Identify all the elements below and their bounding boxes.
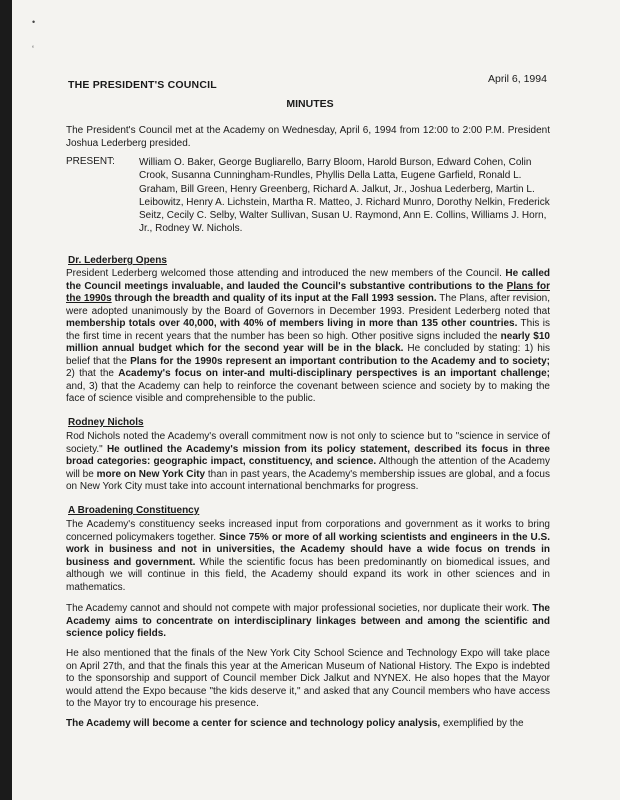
heading-lederberg: Dr. Lederberg Opens	[68, 255, 167, 266]
binder-mark: ‘	[32, 44, 34, 54]
present-label: PRESENT:	[66, 156, 115, 167]
document-page	[12, 0, 620, 800]
document-title: MINUTES	[286, 98, 334, 110]
present-names: William O. Baker, George Bugliarello, Barry Bloom, Harold Burson, Edward Cohen, Colin Crook, Susanna Cunningham-Rundles, Phyllis Della Latta, Eugene Garfield, Ronald L. Graham, Bill Green, Henry Greenberg, Richard A. Jalkut, Jr., Joshua Lederberg, Martin L. Leibowitz, Henry A. Lichstein, Martha R. Matteo, J. Richard Munro, Dorothy Nelkin, Frederick Seitz, Cecily C. Selby, Walter Sullivan, Susan U. Raymond, Ann E. Collins, Williams J. Horn, Jr., Rodney W. Nichols.	[139, 157, 550, 235]
paragraph-constituency-2: The Academy cannot and should not compete with major professional societies, nor duplicate their work. The Academy aims to concentrate on interdisciplinary linkages between and among the scientific and science policy fields.	[66, 603, 550, 639]
paragraph-constituency-1: The Academy's constituency seeks increased input from corporations and government as it works to bring concerned policymakers together. Since 75% or more of all working scientists and engineers in the U.S. work in business and not in universities, the Academy should have a wide focus on trends in business and government. While the scientific focus has been predominantly on biomedical issues, and although we will continue in this field, the Academy should expand its work in other sciences and in mathematics.	[66, 519, 550, 593]
paragraph-constituency-3: He also mentioned that the finals of the New York City School Science and Technology Expo will take place on April 27th, and that the finals this year at the American Museum of National History. The Expo is indebted to the sponsorship and support of Council member Dick Jalkut and NYNEX. He also hopes that the Mayor would attend the Expo because "the kids deserve it," and asked that any Council members who have access to the Mayor try to encourage his presence.	[66, 648, 550, 709]
binder-mark: •	[32, 17, 36, 27]
paragraph-lederberg: President Lederberg welcomed those attending and introduced the new members of the Council. He called the Council meetings invaluable, and lauded the Council's substantive contributions to the Plans for the 1990s through the breadth and quality of its input at the Fall 1993 session. The Plans, after revision, were adopted unanimously by the Board of Governors in December 1993. President Lederberg noted that membership totals over 40,000, with 40% of members living in more than 135 other countries. This is the first time in recent years that the number has been so high. Other positive signs included the nearly $10 million annual budget which for the second year will be in the black. He concluded by stating: 1) his belief that the Plans for the 1990s represent an important contribution to the Academy and to society; 2) that the Academy's focus on inter-and multi-disciplinary perspectives is an important challenge; and, 3) that the Academy can help to reinforce the covenant between science and society by to making the face of science visible and comprehensible to the public.	[66, 268, 551, 404]
paragraph-constituency-4: The Academy will become a center for science and technology policy analysis, exemplified by the	[66, 718, 524, 729]
intro-paragraph: The President's Council met at the Academy on Wednesday, April 6, 1994 from 12:00 to 2:00 P.M. President Joshua Lederberg presided.	[66, 125, 550, 149]
org-name: THE PRESIDENT'S COUNCIL	[68, 79, 217, 91]
heading-constituency: A Broadening Constituency	[68, 505, 200, 516]
document-date: April 6, 1994	[488, 73, 547, 85]
heading-nichols: Rodney Nichols	[68, 417, 144, 428]
paragraph-nichols: Rod Nichols noted the Academy's overall commitment now is not only to science but to "science in service of society." He outlined the Academy's mission from its policy statement, described its focus in three broad categories: geographic impact, constituency, and science. Although the attention of the Academy will be more on New York City than in past years, the Academy's membership issues are global, and a focus on New York City must take into account international benchmarks for progress.	[66, 431, 550, 492]
